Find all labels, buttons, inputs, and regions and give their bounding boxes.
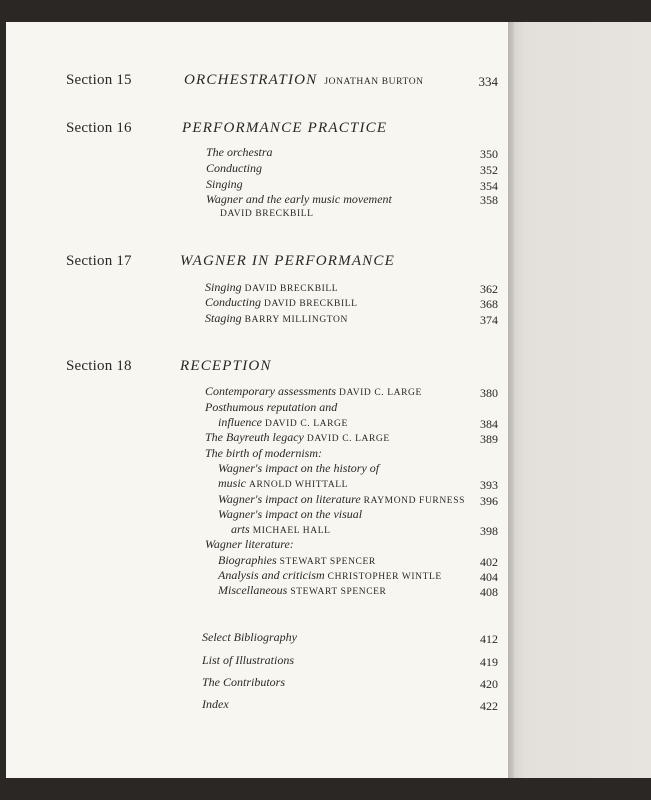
toc-entry [218, 461, 379, 476]
toc-entry-author: DAVID C. LARGE [339, 388, 422, 398]
toc-entry-page: 384 [480, 417, 498, 431]
toc-entry [231, 522, 331, 537]
toc-entry [218, 415, 348, 430]
toc-entry-page: 354 [480, 179, 498, 193]
toc-entry-author: DAVID BRECKBILL [264, 299, 358, 309]
toc-entry-author: CHRISTOPHER WINTLE [327, 572, 442, 582]
toc-entry-title: Conducting [206, 161, 262, 175]
back-matter-page: 412 [480, 632, 498, 646]
section-16-title: PERFORMANCE PRACTICE [182, 120, 388, 136]
back-matter-page: 419 [480, 655, 498, 669]
toc-entry-title: Wagner literature: [205, 537, 294, 551]
toc-entry-page: 404 [480, 570, 498, 584]
toc-entry-title: Wagner and the early music movement [206, 192, 392, 206]
toc-entry-title: Wagner's impact on the visual [218, 507, 363, 521]
section-15-author: JONATHAN BURTON [324, 77, 424, 87]
toc-entry [206, 192, 392, 207]
toc-entry-author: DAVID C. LARGE [306, 434, 390, 444]
toc-entry-author: STEWART SPENCER [279, 557, 376, 567]
toc-entry-page: 393 [480, 478, 498, 492]
toc-entry [218, 568, 442, 583]
toc-entry-page: 402 [480, 555, 498, 569]
toc-entry-title: Miscellaneous [218, 583, 288, 597]
toc-entry-page: 350 [480, 147, 498, 161]
toc-entry [206, 145, 273, 160]
section-15-page: 334 [478, 74, 498, 89]
back-matter-page: 422 [480, 699, 498, 713]
section-15-title [184, 72, 424, 89]
toc-entry-page: 368 [480, 297, 498, 311]
toc-entry-title: Posthumous reputation and [205, 400, 338, 414]
toc-entry [205, 384, 422, 399]
back-matter-title: Select Bibliography [202, 630, 297, 644]
section-18-title: RECEPTION [180, 358, 272, 374]
toc-entry [205, 430, 390, 445]
toc-entry-page: 358 [480, 193, 498, 207]
toc-entry [205, 311, 348, 326]
toc-entry [218, 583, 386, 598]
toc-entry-author: RAYMOND FURNESS [363, 496, 465, 506]
toc-entry [205, 400, 337, 415]
back-matter-title: The Contributors [202, 675, 286, 689]
toc-entry [205, 446, 322, 461]
toc-entry-author: BARRY MILLINGTON [244, 315, 348, 325]
toc-entry-title: arts [231, 522, 250, 536]
toc-entry [218, 476, 348, 491]
toc-entry-page: 352 [480, 163, 498, 177]
toc-entry-title: Contemporary assessments [205, 384, 336, 398]
back-matter-page: 420 [480, 677, 498, 691]
toc-entry-author: ARNOLD WHITTALL [249, 480, 349, 490]
toc-entry-page: 380 [480, 386, 498, 400]
toc-entry [205, 280, 338, 295]
toc-entry-page: 362 [480, 282, 498, 296]
section-15-label: Section 15 [66, 72, 132, 88]
facing-page [514, 22, 651, 778]
toc-entry-title: The orchestra [206, 145, 273, 159]
toc-entry-title: Biographies [218, 553, 277, 567]
toc-entry-title: Conducting [205, 295, 261, 309]
toc-entry [218, 507, 362, 522]
toc-entry-title: music [218, 476, 246, 490]
section-15-title-text: ORCHESTRATION [184, 72, 318, 88]
toc-entry-title: Analysis and criticism [218, 568, 325, 582]
toc-entry [206, 177, 243, 192]
toc-entry-author: DAVID C. LARGE [264, 419, 348, 429]
section-16-author: DAVID BRECKBILL [220, 209, 314, 219]
toc-entry-author: STEWART SPENCER [290, 587, 387, 597]
toc-entry-page: 398 [480, 524, 498, 538]
toc-entry-page: 408 [480, 585, 498, 599]
toc-entry-page: 389 [480, 432, 498, 446]
section-17-title: WAGNER IN PERFORMANCE [180, 253, 395, 269]
toc-entry-title: Singing [206, 177, 243, 191]
toc-entry [205, 537, 294, 552]
section-18-label: Section 18 [66, 358, 132, 374]
back-matter-title: List of Illustrations [202, 653, 295, 667]
toc-entry-author: MICHAEL HALL [252, 526, 331, 536]
section-16-label: Section 16 [66, 120, 132, 136]
toc-entry [218, 553, 376, 568]
toc-entry-page: 396 [480, 494, 498, 508]
toc-entry-title: Wagner's impact on literature [218, 492, 361, 506]
toc-entry-title: influence [218, 415, 262, 429]
toc-entry-page: 374 [480, 313, 498, 327]
toc-entry-title: The Bayreuth legacy [205, 430, 304, 444]
back-matter-title: Index [202, 697, 229, 711]
toc-entry-title: Wagner's impact on the history of [218, 461, 380, 475]
toc-entry-title: Staging [205, 311, 242, 325]
toc-entry-title: Singing [205, 280, 242, 294]
toc-entry [206, 161, 262, 176]
toc-entry-title: The birth of modernism: [205, 446, 322, 460]
toc-entry [205, 295, 358, 310]
toc-entry-author: DAVID BRECKBILL [244, 284, 339, 294]
section-17-label: Section 17 [66, 253, 132, 269]
toc-entry [218, 492, 465, 507]
